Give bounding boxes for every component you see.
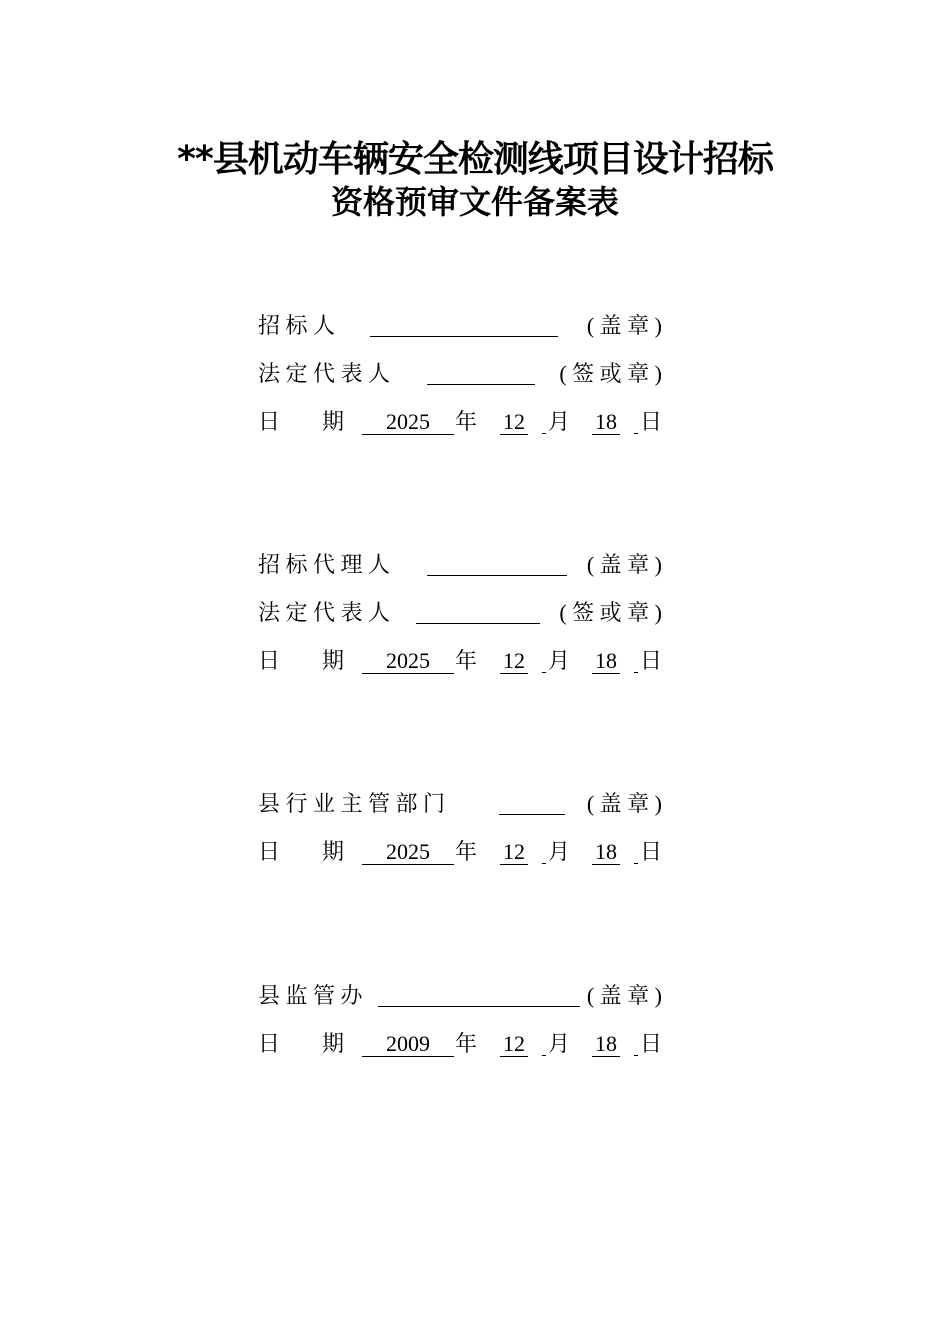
date-line-3 [258, 837, 662, 867]
date-line-1 [258, 407, 662, 437]
document-title-line1: **县机动车辆安全检测线项目设计招标 [177, 139, 773, 180]
date-tick [634, 433, 638, 434]
date-label-period: 期 [322, 839, 345, 864]
date-label-period: 期 [322, 1031, 345, 1056]
date-tick [542, 1055, 546, 1056]
date-label-period: 期 [322, 409, 345, 434]
date-year: 2025 [362, 407, 454, 435]
date-tick [634, 863, 638, 864]
document-title-line2: 资格预审文件备案表 [330, 183, 619, 221]
dept-blank [499, 789, 565, 815]
dept-label: 县 行 业 主 管 部 门 [258, 791, 446, 816]
agent-rep-label: 法 定 代 表 人 [258, 600, 391, 625]
date-label-day: 日 [258, 839, 281, 864]
date-year: 2009 [362, 1029, 454, 1057]
date-month-unit: 月 [548, 409, 571, 434]
date-month-unit: 月 [548, 1031, 571, 1056]
office-seal-note: ( 盖 章 ) [586, 983, 662, 1008]
date-day: 18 [592, 837, 620, 865]
agent-seal-note: ( 盖 章 ) [586, 552, 662, 577]
dept-seal-note: ( 盖 章 ) [586, 791, 662, 816]
agent-rep-sign-note: ( 签 或 章 ) [559, 600, 662, 625]
agent-rep-blank [416, 598, 540, 624]
date-day: 18 [592, 646, 620, 674]
date-tick [542, 672, 546, 673]
office-blank [378, 981, 580, 1007]
agent-rep-line [258, 598, 662, 628]
date-month: 12 [500, 407, 528, 435]
date-tick [542, 433, 546, 434]
tenderer-line [258, 311, 662, 341]
date-month: 12 [500, 1029, 528, 1057]
date-year-unit: 年 [455, 1031, 478, 1056]
date-label-period: 期 [322, 648, 345, 673]
date-tick [634, 1055, 638, 1056]
date-day-unit: 日 [640, 1031, 663, 1056]
date-label-day: 日 [258, 1031, 281, 1056]
agent-blank [427, 550, 567, 576]
date-year-unit: 年 [455, 839, 478, 864]
date-line-4 [258, 1029, 662, 1059]
date-tick [634, 672, 638, 673]
date-day: 18 [592, 407, 620, 435]
tenderer-label: 招 标 人 [258, 313, 336, 338]
agent-label: 招 标 代 理 人 [258, 552, 391, 577]
date-year-unit: 年 [455, 648, 478, 673]
tenderer-blank [370, 311, 558, 337]
office-label: 县 监 管 办 [258, 983, 363, 1008]
date-label-day: 日 [258, 409, 281, 434]
date-month-unit: 月 [548, 648, 571, 673]
agent-line [258, 550, 662, 580]
tenderer-rep-sign-note: ( 签 或 章 ) [559, 361, 662, 386]
date-day-unit: 日 [640, 648, 663, 673]
date-year-unit: 年 [455, 409, 478, 434]
date-day: 18 [592, 1029, 620, 1057]
date-line-2 [258, 646, 662, 676]
date-label-day: 日 [258, 648, 281, 673]
date-day-unit: 日 [640, 409, 663, 434]
date-month: 12 [500, 646, 528, 674]
tenderer-rep-blank [427, 359, 535, 385]
date-month: 12 [500, 837, 528, 865]
date-day-unit: 日 [640, 839, 663, 864]
date-month-unit: 月 [548, 839, 571, 864]
date-year: 2025 [362, 646, 454, 674]
tenderer-seal-note: ( 盖 章 ) [586, 313, 662, 338]
office-line [258, 981, 662, 1011]
tenderer-rep-line [258, 359, 662, 389]
date-year: 2025 [362, 837, 454, 865]
tenderer-rep-label: 法 定 代 表 人 [258, 361, 391, 386]
date-tick [542, 863, 546, 864]
dept-line [258, 789, 662, 819]
